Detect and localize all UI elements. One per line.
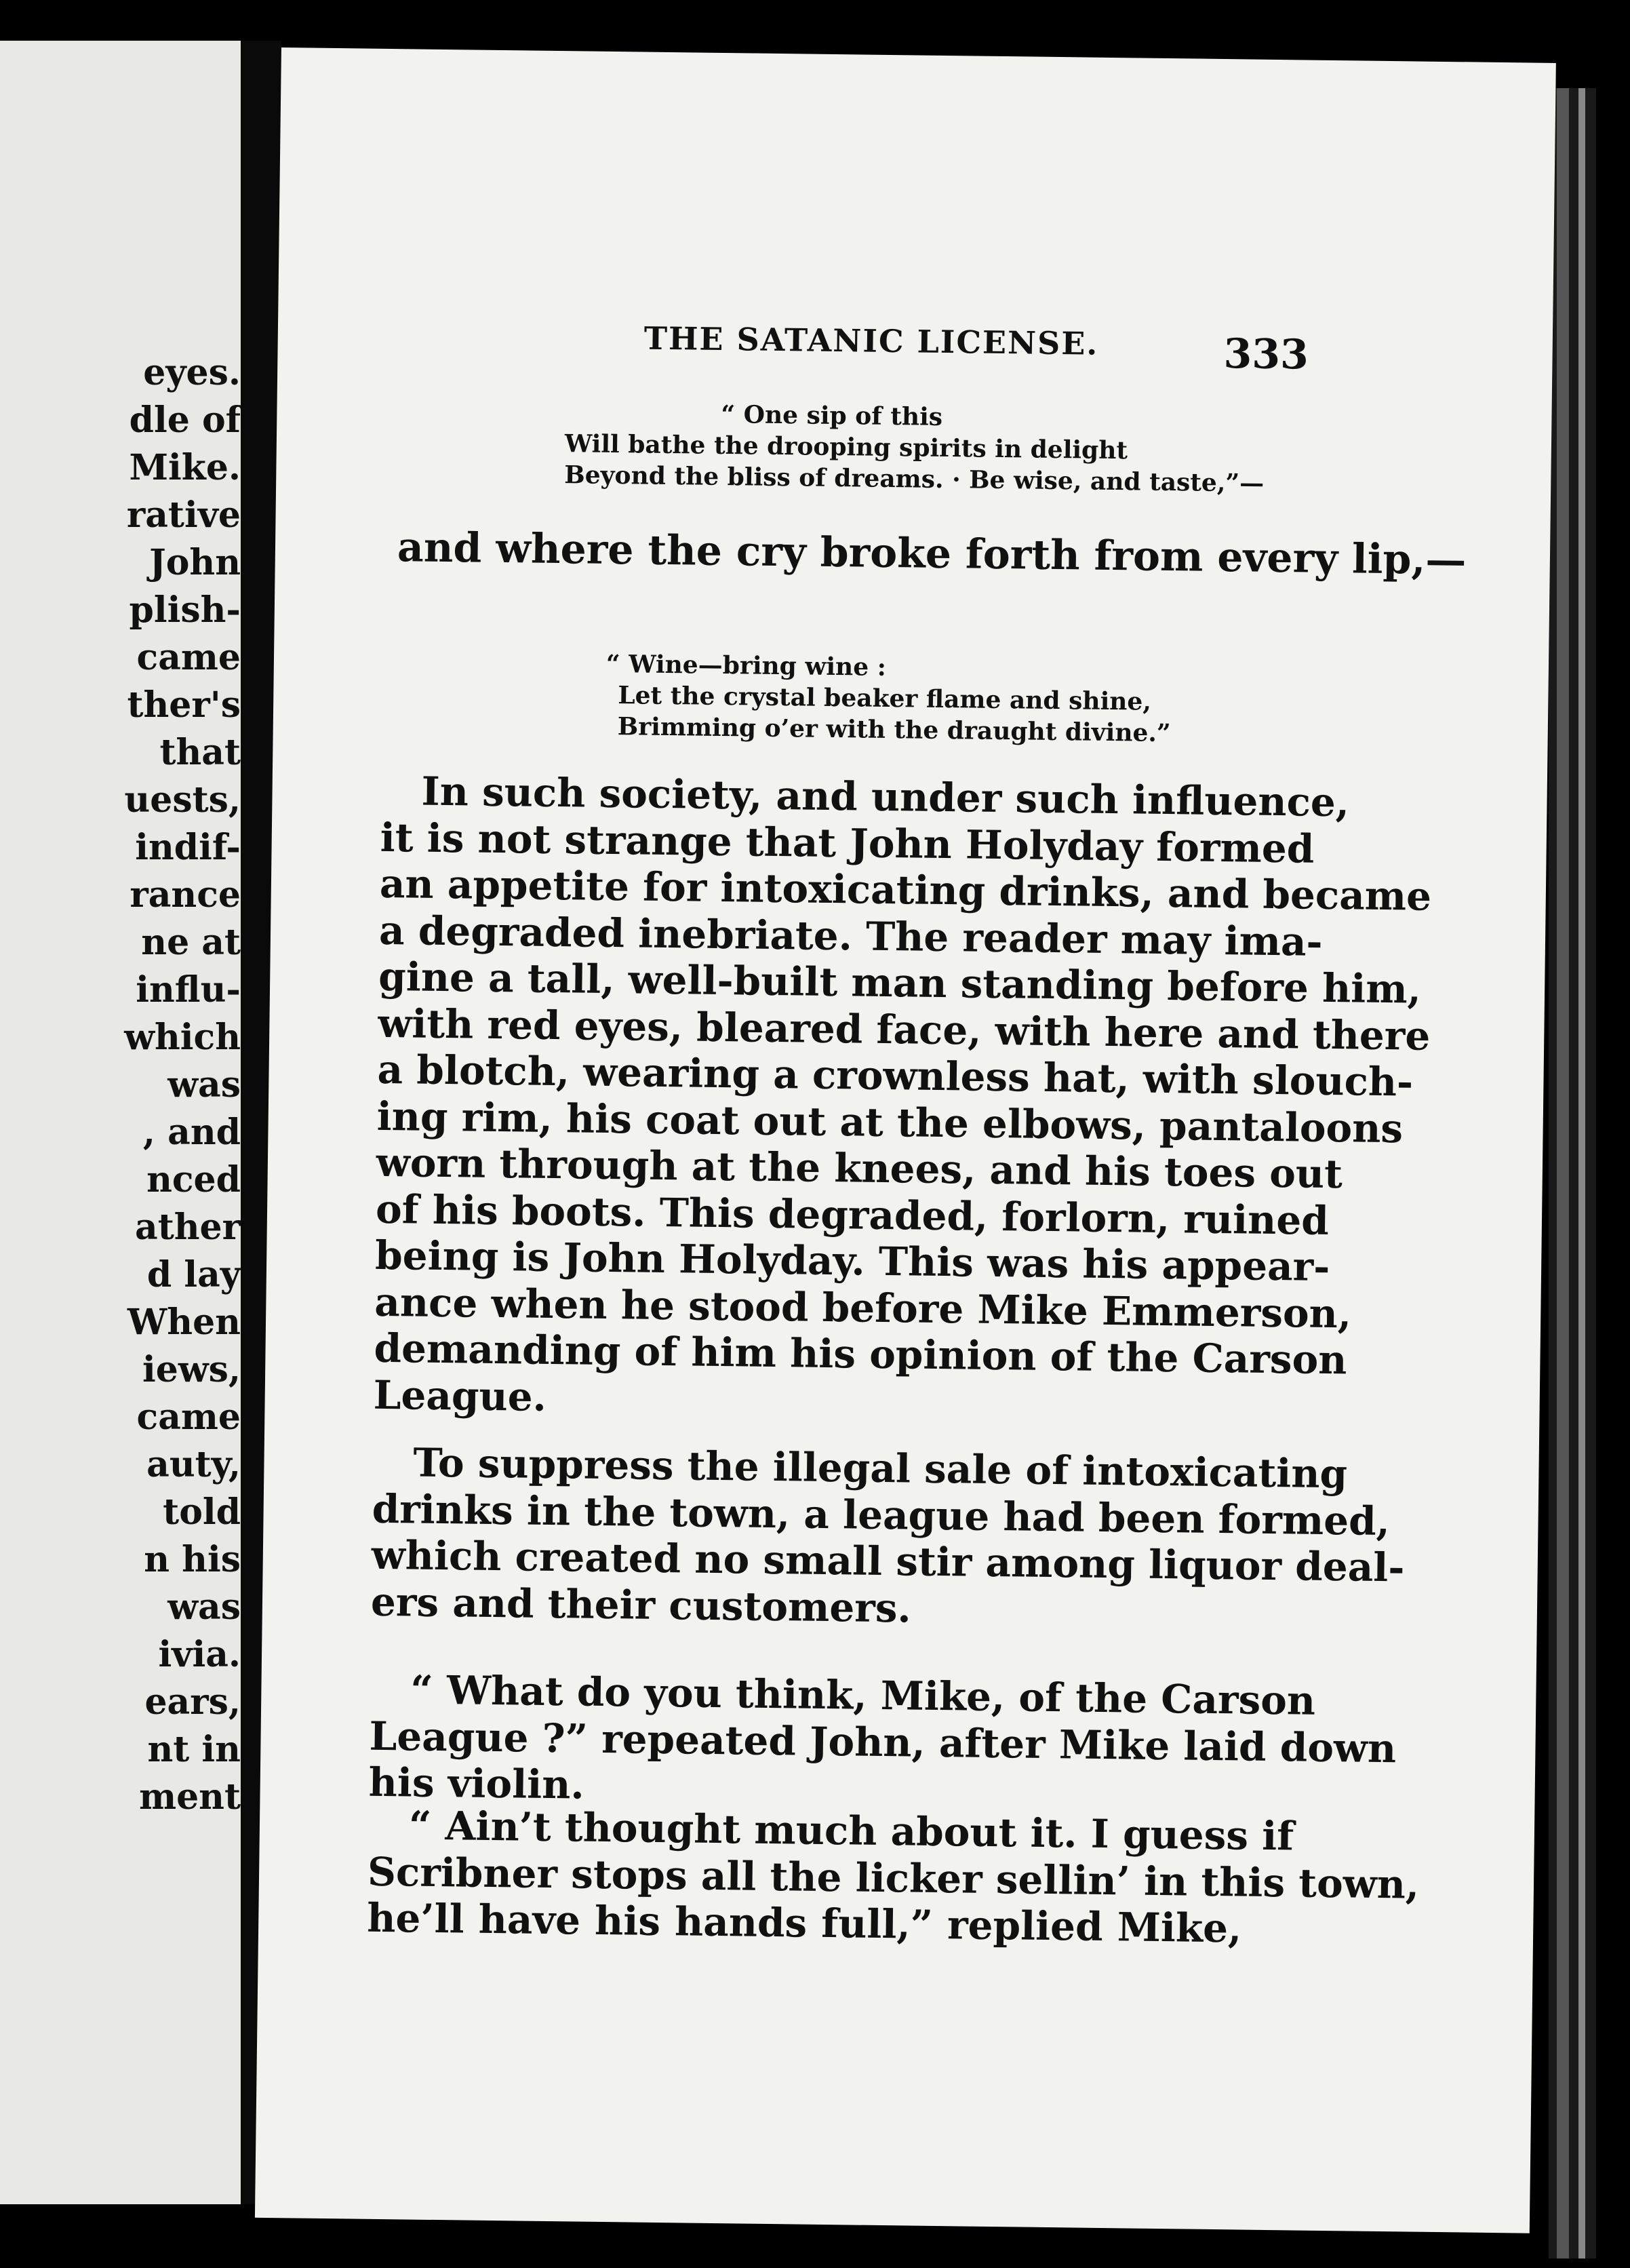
left-page-line: ears, bbox=[144, 1681, 241, 1723]
text-line: League. bbox=[373, 1371, 547, 1420]
text-line: drinks in the town, a league had been formed, bbox=[372, 1485, 1391, 1544]
paragraph-4 bbox=[366, 1802, 1420, 1952]
left-page bbox=[0, 41, 241, 2204]
page-edges-light bbox=[1557, 88, 1569, 2259]
text-line: gine a tall, well-built man standing before him, bbox=[378, 953, 1422, 1013]
left-page-line: When bbox=[127, 1302, 241, 1343]
left-page-line: came bbox=[136, 637, 241, 678]
left-page-line: was bbox=[167, 1586, 241, 1628]
left-page-line: John bbox=[149, 542, 241, 583]
text-line: an appetite for intoxicating drinks, and became bbox=[379, 860, 1432, 920]
verse-quote-2 bbox=[605, 648, 1172, 749]
lead-line: and where the cry broke forth from every lip,— bbox=[397, 524, 1467, 585]
left-page-line: iews, bbox=[142, 1349, 241, 1390]
left-page-line: ne at bbox=[141, 922, 241, 963]
left-page-line: rance bbox=[130, 874, 241, 916]
left-page-line: , and bbox=[142, 1112, 241, 1153]
verse-line: “ One sip of this bbox=[721, 399, 943, 431]
left-page-line: ment bbox=[139, 1776, 241, 1818]
left-page-text bbox=[37, 349, 241, 1821]
text-line: “ What do you think, Mike, of the Carson bbox=[410, 1666, 1316, 1724]
text-line: League ?” repeated John, after Mike laid down bbox=[369, 1713, 1397, 1772]
page-edges bbox=[1549, 88, 1596, 2259]
text-line: it is not strange that John Holyday formed bbox=[380, 814, 1315, 872]
left-page-line: influ- bbox=[136, 969, 241, 1011]
left-page-line: ather bbox=[135, 1207, 241, 1248]
text-line: a degraded inebriate. The reader may ima- bbox=[378, 907, 1324, 965]
verse-line: Beyond the bliss of dreams. · Be wise, and taste,”— bbox=[564, 461, 1265, 498]
left-page-line: told bbox=[163, 1491, 241, 1533]
text-line: a blotch, wearing a crownless hat, with slouch- bbox=[377, 1046, 1414, 1106]
verse-line: Brimming o’er with the draught divine.” bbox=[617, 712, 1171, 748]
verse-quote-1 bbox=[564, 397, 1265, 499]
text-line: he’ll have his hands full,” replied Mike, bbox=[366, 1894, 1242, 1952]
left-page-line: n his bbox=[144, 1539, 241, 1580]
left-page-line: that bbox=[159, 732, 241, 773]
page-number: 333 bbox=[1223, 330, 1309, 379]
left-page-line: eyes. bbox=[143, 352, 241, 393]
left-page-line: was bbox=[167, 1064, 241, 1106]
left-page-line: nt in bbox=[147, 1729, 241, 1770]
left-page-line: auty, bbox=[146, 1444, 241, 1485]
text-line: “ Ain’t thought much about it. I guess if bbox=[408, 1802, 1294, 1860]
text-line: of his boots. This degraded, forlorn, ruined bbox=[375, 1186, 1330, 1244]
left-page-line: nced bbox=[146, 1159, 241, 1200]
paragraph-1 bbox=[373, 768, 1432, 1429]
left-page-line: ivia. bbox=[158, 1634, 241, 1675]
text-line: with red eyes, bleared face, with here and there bbox=[378, 1000, 1431, 1059]
text-line: which created no small stir among liquor deal- bbox=[371, 1531, 1405, 1591]
text-line: In such society, and under such influence, bbox=[421, 768, 1350, 826]
verse-line: Will bathe the drooping spirits in delight bbox=[564, 429, 1128, 465]
text-line: being is John Holyday. This was his appear- bbox=[374, 1232, 1330, 1291]
text-line: ance when he stood before Mike Emmerson, bbox=[374, 1278, 1352, 1337]
text-line: demanding of him his opinion of the Carson bbox=[374, 1325, 1347, 1384]
left-page-line: ther's bbox=[127, 684, 241, 726]
paragraph-2 bbox=[370, 1439, 1405, 1636]
paragraph-3 bbox=[368, 1666, 1397, 1816]
text-line: To suppress the illegal sale of intoxicating bbox=[413, 1439, 1348, 1498]
left-page-line: Mike. bbox=[129, 447, 241, 488]
text-line: ing rim, his coat out at the elbows, pantaloons bbox=[376, 1093, 1404, 1152]
left-page-line: came bbox=[136, 1396, 241, 1438]
left-page-line: plish- bbox=[129, 589, 241, 631]
page-edges-highlight bbox=[1578, 88, 1585, 2259]
left-page-line: dle of bbox=[129, 399, 241, 441]
text-line: Scribner stops all the licker sellin’ in this town, bbox=[367, 1848, 1420, 1908]
text-line: ers and their customers. bbox=[370, 1578, 912, 1632]
left-page-line: uests, bbox=[124, 779, 241, 821]
left-page-line: rative bbox=[126, 494, 241, 536]
text-line: his violin. bbox=[368, 1759, 585, 1808]
text-line: worn through at the knees, and his toes out bbox=[376, 1139, 1343, 1198]
left-page-line: d lay bbox=[146, 1254, 241, 1295]
verse-line: Let the crystal beaker flame and shine, bbox=[618, 681, 1152, 716]
running-head: THE SATANIC LICENSE. bbox=[643, 319, 1099, 362]
left-page-line: indif- bbox=[135, 827, 241, 868]
verse-line: “ Wine—bring wine : bbox=[605, 649, 887, 682]
right-page bbox=[255, 47, 1556, 2233]
left-page-line: which bbox=[124, 1017, 241, 1058]
